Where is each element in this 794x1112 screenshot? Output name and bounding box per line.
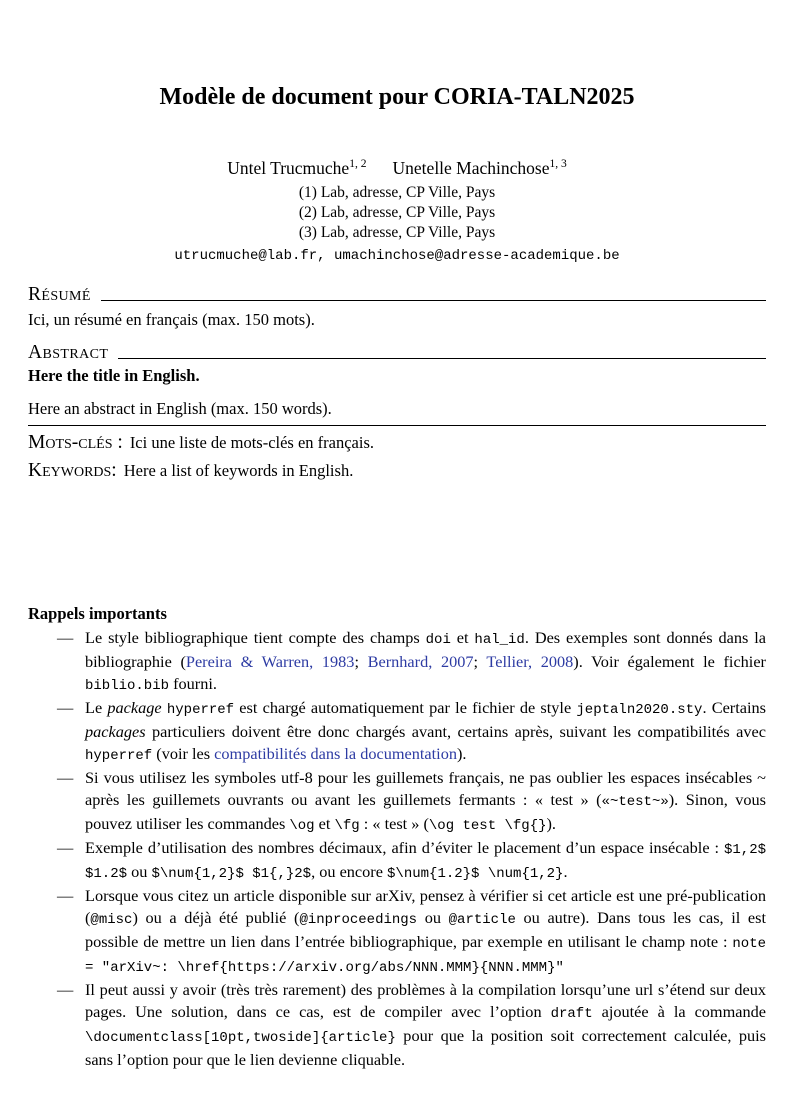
affiliation-1: (1) Lab, adresse, CP Ville, Pays <box>298 184 496 201</box>
text-fragment: ou <box>127 862 152 881</box>
author-2 <box>393 157 567 180</box>
text-fragment: . <box>563 862 568 881</box>
text-fragment: . Certains <box>702 698 766 717</box>
mots-cles-text: Ici une liste de mots-clés en français. <box>129 433 375 452</box>
text-fragment: ). <box>546 814 557 833</box>
text-fragment: (voir les <box>152 744 215 763</box>
list-item <box>28 627 766 697</box>
code-fragment: biblio.bib <box>85 678 170 694</box>
text-fragment: ou <box>417 908 449 927</box>
text-fragment: Il peut aussi y avoir (très très rarement) des problèmes à la compilation lorsqu’une url s’étend sur deux pages. Une solution, dans ce cas, est de compiler avec l’option <box>85 980 766 1021</box>
text-fragment: ). Sinon, vous pouvez utiliser les commandes <box>85 790 767 833</box>
code-fragment: \og test \fg{} <box>428 818 547 834</box>
affiliation-2: (2) Lab, adresse, CP Ville, Pays <box>298 204 496 221</box>
list-item-text <box>85 979 766 1071</box>
code-fragment: @inproceedings <box>299 912 418 928</box>
italic-fragment: packages <box>85 722 146 741</box>
code-fragment: $\num{1,2}$ $1{,}2$ <box>151 866 312 882</box>
item-dash: — <box>57 628 74 647</box>
italic-fragment: package <box>107 698 162 717</box>
code-fragment: \fg <box>334 818 360 834</box>
text-fragment: Si vous utilisez les symboles utf-8 pour les guillemets français, ne pas oublier les espaces insécables ~ après les guillemets ouvrants ou avant les guillemets fermants : « test » ( <box>85 768 766 809</box>
list-item <box>28 885 766 979</box>
text-fragment: ajoutée à la commande <box>592 1002 766 1021</box>
rappels-heading: Rappels importants <box>28 604 167 623</box>
text-fragment: pour que la position soit correctement calculée, puis sans l’option pour que le lien devienne cliquable. <box>85 1026 766 1069</box>
list-item-text <box>85 697 766 767</box>
keywords-label: Keywords: <box>28 460 117 481</box>
code-fragment: note = "arXiv~: \href{https://arxiv.org/abs/NNN.MMM}{NNN.MMM}" <box>85 936 766 976</box>
text-fragment: Le style bibliographique tient compte des champs <box>85 628 426 647</box>
abstract-rule <box>118 358 766 359</box>
author-superscript: 1, 2 <box>349 158 367 171</box>
mots-cles-label: Mots-clés : <box>28 432 123 453</box>
code-fragment: @article <box>448 912 516 928</box>
author-emails: utrucmuche@lab.fr, umachinchose@adresse-academique.be <box>174 248 620 264</box>
item-dash: — <box>57 698 74 717</box>
abstract-english-title: Here the title in English. <box>28 366 200 385</box>
code-fragment: hal_id <box>474 632 525 648</box>
text-fragment: ). <box>456 744 467 763</box>
text-fragment: ; <box>354 652 368 671</box>
inline-link[interactable]: compatibilités dans la documentation <box>214 744 457 763</box>
code-fragment: jeptaln2020.sty <box>576 702 703 718</box>
code-fragment: \documentclass[10pt,twoside]{article} <box>85 1030 396 1046</box>
text-fragment: ) ou a déjà été publié ( <box>132 908 300 927</box>
code-fragment: $1,2$ $1.2$ <box>85 842 766 882</box>
resume-rule <box>101 300 766 301</box>
text-fragment: Unetelle Machinchose <box>392 158 550 178</box>
authors-line <box>28 157 766 180</box>
resume-text: Ici, un résumé en français (max. 150 mots). <box>28 310 315 329</box>
affiliations-block <box>28 183 766 243</box>
list-item-text <box>85 885 766 979</box>
code-fragment: hyperref <box>166 702 235 718</box>
item-dash: — <box>57 768 74 787</box>
item-dash: — <box>57 980 74 999</box>
rappels-list <box>28 627 766 1071</box>
code-fragment: $\num{1.2}$ \num{1,2} <box>387 866 564 882</box>
text-fragment: et <box>450 628 475 647</box>
paper-title: Modèle de document pour CORIA-TALN2025 <box>159 84 635 110</box>
text-fragment: fourni. <box>169 674 217 693</box>
list-item <box>28 979 766 1071</box>
text-fragment: , ou encore <box>311 862 388 881</box>
code-fragment: doi <box>425 632 451 648</box>
abstract-label: Abstract <box>28 342 109 363</box>
list-item-text <box>85 627 766 697</box>
resume-label: Résumé <box>28 284 91 305</box>
keywords-text: Here a list of keywords in English. <box>123 461 354 480</box>
code-fragment: @misc <box>90 912 133 928</box>
inline-link[interactable]: Tellier, 2008 <box>486 652 574 671</box>
code-fragment: draft <box>550 1006 593 1022</box>
author-superscript: 1, 3 <box>549 158 567 171</box>
mots-cles-line <box>28 430 766 455</box>
text-fragment: Le <box>85 698 108 717</box>
text-fragment: est chargé automatiquement par le fichier de style <box>234 698 577 717</box>
code-fragment: \og <box>289 818 315 834</box>
affiliation-3: (3) Lab, adresse, CP Ville, Pays <box>298 224 496 241</box>
text-fragment: Exemple d’utilisation des nombres décimaux, afin d’éviter le placement d’un espace insécable : <box>85 838 724 857</box>
text-fragment: . Des exemples sont donnés dans la bibliographie ( <box>85 628 766 671</box>
abstract-section-header <box>28 340 766 365</box>
text-fragment: Lorsque vous citez un article disponible sur arXiv, pensez à vérifier si cet article est une pré-publication ( <box>85 886 766 927</box>
list-item <box>28 837 766 885</box>
text-fragment: ). Voir également le fichier <box>573 652 766 671</box>
keywords-line <box>28 458 766 483</box>
inline-link[interactable]: Pereira & Warren, 1983 <box>185 652 355 671</box>
list-item-text <box>85 837 766 885</box>
text-fragment: ; <box>473 652 487 671</box>
code-fragment: «~test~» <box>601 794 669 810</box>
resume-section-header <box>28 282 766 307</box>
list-item <box>28 767 766 837</box>
item-dash: — <box>57 886 74 905</box>
text-fragment: et <box>314 814 335 833</box>
text-fragment: : « test » ( <box>359 814 429 833</box>
text-fragment: particuliers doivent être donc chargés avant, certains après, suivant les compatibilités avec <box>145 722 766 741</box>
text-fragment: Untel Trucmuche <box>227 158 350 178</box>
text-fragment: ou autre). Dans tous les cas, il est possible de mettre un lien dans l’entrée bibliographique, par exemple en utilisant le champ note : <box>85 908 767 951</box>
list-item <box>28 697 766 767</box>
abstract-text: Here an abstract in English (max. 150 words). <box>28 398 766 426</box>
code-fragment: hyperref <box>85 748 153 764</box>
author-1 <box>227 157 366 180</box>
list-item-text <box>85 767 766 837</box>
inline-link[interactable]: Bernhard, 2007 <box>367 652 474 671</box>
item-dash: — <box>57 838 74 857</box>
